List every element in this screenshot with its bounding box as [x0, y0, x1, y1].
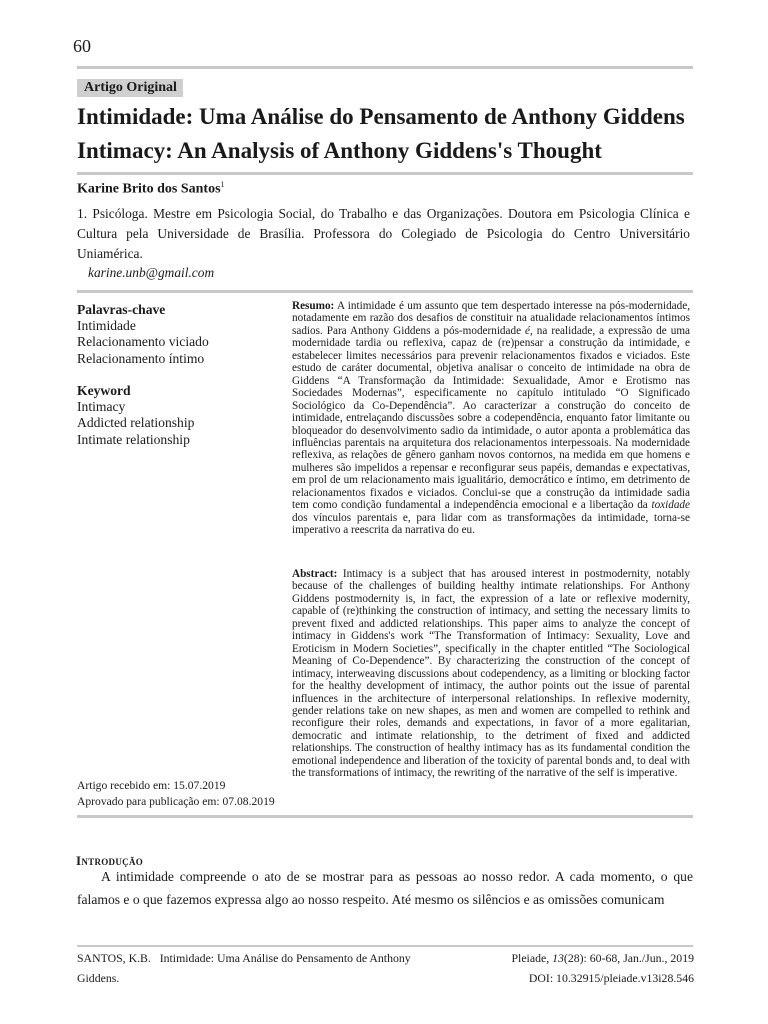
resumo-emphasis-1: é	[525, 324, 531, 337]
footer-citation-line-2: Giddens.	[77, 971, 120, 985]
journal-name: Pleiade,	[511, 951, 553, 965]
introduction-paragraph: A intimidade compreende o ato de se mostrar para as pessoas ao nosso redor. A cada momento, o que falamos e o que fazemos expressa algo ao nosso respeito. Até mesmo os silêncios e as omissões comunicam	[77, 869, 693, 907]
author-affiliation: 1. Psicóloga. Mestre em Psicologia Social, do Trabalho e das Organizações. Doutora em Psicologia Clínica e Cultura pela Universidade de Brasília. Professora do Colegiado de Psicologia do Centro Universitário Uniamérica.	[77, 206, 690, 261]
keyword-item: Intimacy	[77, 399, 126, 415]
received-date: Artigo recebido em: 15.07.2019	[77, 779, 226, 792]
abstract-text: Intimacy is a subject that has aroused interest in postmodernity, notably because of the challenges of building healthy intimate relationships. For Anthony Giddens postmodernity is, in fact, the expression of a late or reflexive modernity, capable of (re)thinking the construction of intimacy, and setting the necessary limits to prevent fixed and addicted relationships. This paper aims to analyze the concept of intimacy in Giddens's work “The Transformation of Intimacy: Sexuality, Love and Eroticism in Modern Societies”, specifically in the chapter entitled “The Sociological Meaning of Co-Dependence”. By characterizing the construction of the concept of intimacy, interweaving discussions about codependency, as a limiting or blocking factor for the healthy development of intimacy, the author points out the issue of parental influences in the architecture of interpersonal relationships. In reflexive modernity, gender relations take on new shapes, as men and women are compelled to rethink and reconfigure their roles, demands and expectations, in favor of a more egalitarian, democratic and intimate relationship, to the detriment of fixed and addicted relationships. The construction of healthy intimacy has as its fundamental condition the emotional independence and liberation of the toxicity of parental bonds and, to deal with the transformations of intimacy, the rewriting of the narrative of the self is imperative.	[292, 568, 690, 780]
keyword-item: Addicted relationship	[77, 415, 195, 431]
title-divider	[77, 172, 693, 175]
footer-journal-info	[511, 948, 694, 988]
abstract-label: Abstract:	[292, 568, 338, 580]
footer-citation-line-1: SANTOS, K.B. Intimidade: Uma Análise do Pensamento de Anthony	[77, 951, 411, 965]
article-title-english: Intimacy: An Analysis of Anthony Giddens's Thought	[77, 138, 602, 163]
footer-citation	[77, 948, 411, 988]
journal-issue-pages: (28): 60-68, Jan./Jun., 2019	[563, 951, 694, 965]
keyword-item: Intimate relationship	[77, 431, 190, 447]
section-heading-introducao: Introdução	[76, 853, 144, 868]
keywords-en-heading: Keyword	[77, 383, 131, 398]
keyword-item: Intimidade	[77, 318, 136, 334]
resumo-label: Resumo:	[292, 300, 335, 312]
keyword-item: Relacionamento viciado	[77, 334, 209, 350]
keywords-english	[77, 383, 277, 448]
keywords-pt-heading: Palavras-chave	[77, 302, 166, 317]
page-number: 60	[73, 36, 91, 56]
author-name-text: Karine Brito dos Santos	[77, 181, 221, 197]
keywords-portuguese	[77, 302, 277, 367]
header-divider	[77, 66, 693, 69]
resumo-text-b: , na realidade, a expressão de uma modernidade tardia ou reflexiva, capaz de (re)pensar a construção da intimidade, e estabelecer limites necessários para prevenir relacionamentos fixados e viciados. Este estudo de caráter documental, objetiva analisar o conceito de intimidade na obra de Giddens “A Transformação da Intimidade: Sexualidade, Amor e Erotismo nas Sociedades Modernas”, especificamente no capítulo intitulado “O Significado Sociológico da Co-Dependência”. Ao caracterizar a construção do conceito de intimidade, entrelaçando discussões sobre a codependência, enquanto fator limitante ou bloqueador do desenvolvimento sadio da intimidade, o autor aponta a problemática das influências parentais na arquitetura dos relacionamentos interpessoais. Na modernidade reflexiva, as relações de gênero ganham novos contornos, na medida em que homens e mulheres são impelidos a repensar e reconfigurar seus papéis, demandas e expectativas, em prol de um relacionamento mais igualitário, democrático e íntimo, em detrimento de relacionamentos fixados e viciados. Conclui-se que a construção da intimidade sadia tem como condição fundamental a independência emocional e a libertação da	[292, 324, 690, 512]
keyword-item: Relacionamento íntimo	[77, 350, 205, 366]
abstract-paragraph	[292, 568, 690, 780]
abstract-divider	[77, 815, 693, 818]
resumo-emphasis-2: toxidade	[651, 499, 690, 512]
footer-divider	[77, 945, 693, 947]
author-name	[77, 180, 225, 198]
resumo-text-a: A intimidade é um assunto que tem despertado interesse na pós-modernidade, notadamente em razão dos desafios de constituir na atualidade relacionamentos íntimos sadios. Para Anthony Giddens a pós-modernidade	[292, 300, 690, 337]
article-type-label: Artigo Original	[77, 79, 183, 97]
footer-journal-reference	[511, 948, 694, 968]
resumo-paragraph	[292, 300, 690, 537]
author-footnote-marker: 1	[220, 180, 225, 189]
author-divider	[77, 290, 693, 293]
journal-volume: 13	[552, 951, 564, 965]
approved-date: Aprovado para publicação em: 07.08.2019	[77, 795, 275, 808]
article-title-portuguese: Intimidade: Uma Análise do Pensamento de Anthony Giddens	[77, 104, 685, 129]
resumo-text-c: dos vínculos parentais e, para lidar com as transformações da intimidade, torna-se imperativo a reescrita da narrativa do eu.	[292, 511, 690, 537]
author-email[interactable]: karine.unb@gmail.com	[88, 265, 215, 280]
footer-doi[interactable]: DOI: 10.32915/pleiade.v13i28.546	[528, 971, 694, 985]
